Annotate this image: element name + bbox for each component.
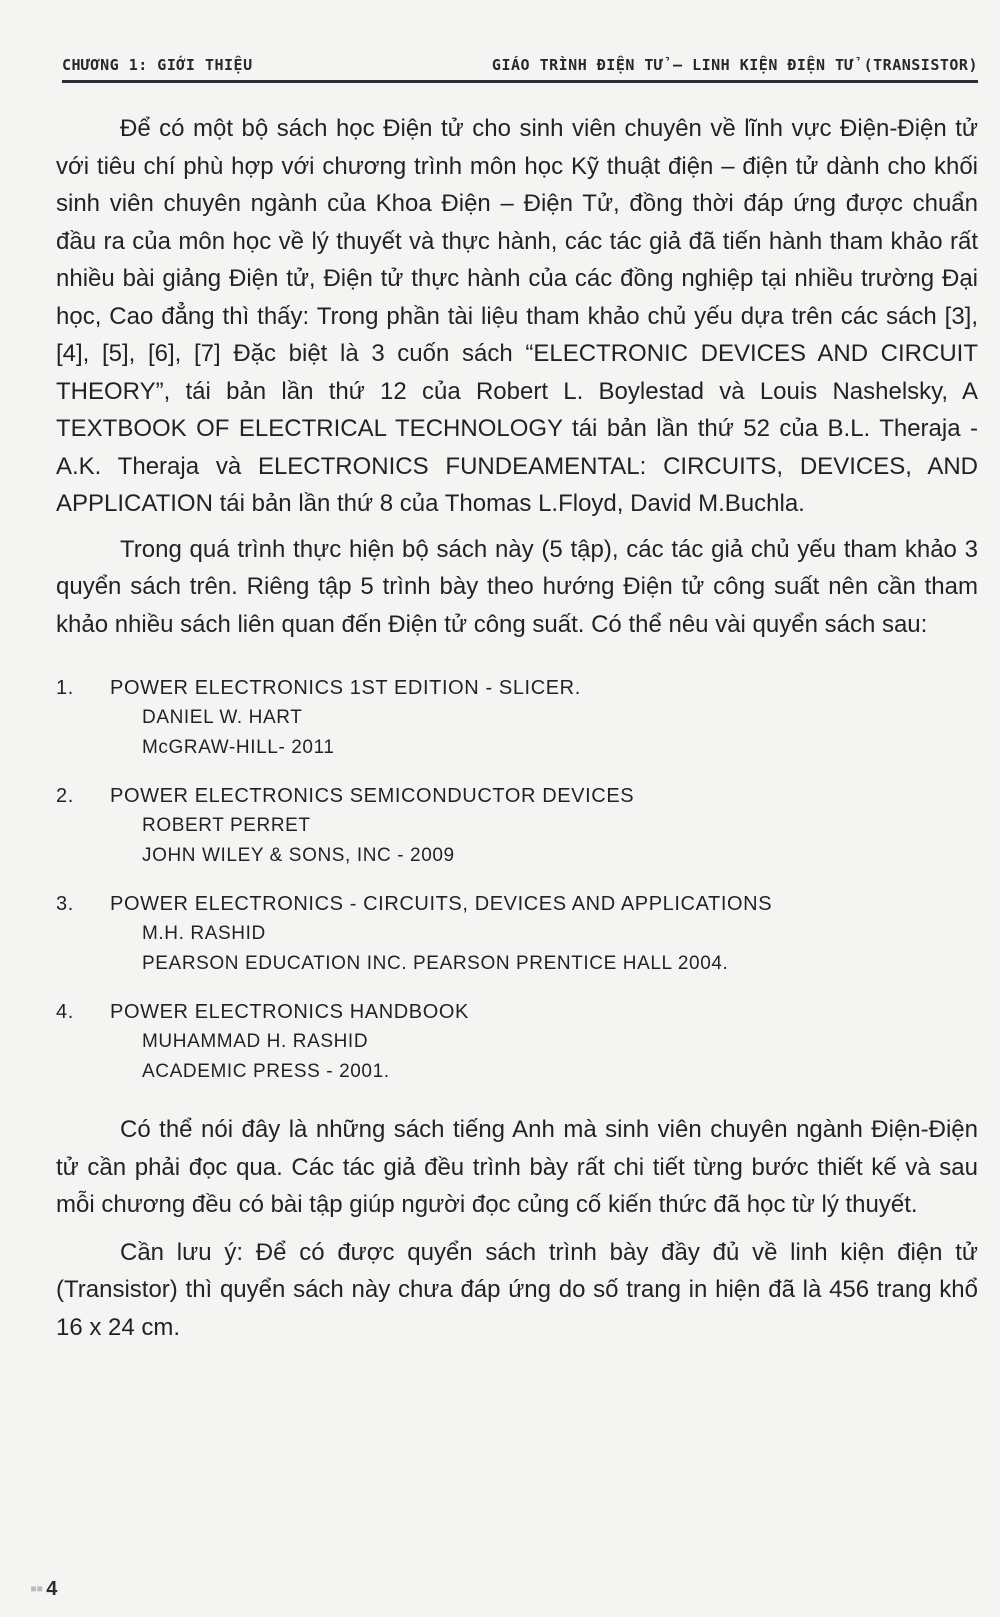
- reference-title: POWER ELECTRONICS HANDBOOK: [110, 1001, 469, 1023]
- reference-item: [56, 673, 978, 763]
- reference-author: DANIEL W. HART: [142, 707, 303, 728]
- page-body: [56, 110, 978, 1346]
- footer-decoration-icon: ▪▪: [30, 1578, 43, 1600]
- reference-author: MUHAMMAD H. RASHID: [142, 1031, 369, 1052]
- paragraph-summary: Có thể nói đây là những sách tiếng Anh mà sinh viên chuyên ngành Điện-Điện tử cần phải đọc qua. Các tác giả đều trình bày rất chi tiết từng bước thiết kế và sau mỗi chương đều có bài tập giúp người đọc củng cố kiến thức đã học từ lý thuyết.: [56, 1116, 978, 1218]
- book-title: GIÁO TRÌNH ĐIỆN TỬ – LINH KIỆN ĐIỆN TỬ (TRANSISTOR): [491, 56, 978, 74]
- page-footer: [30, 1578, 57, 1601]
- reference-list: [56, 673, 978, 1087]
- reference-number: 2.: [56, 785, 74, 807]
- paragraph-process: Trong quá trình thực hiện bộ sách này (5 tập), các tác giả chủ yếu tham khảo 3 quyển sách trên. Riêng tập 5 trình bày theo hướng Điện tử công suất nên cần tham khảo nhiều sách liên quan đến Điện tử công suất. Có thể nêu vài quyển sách sau:: [56, 535, 978, 638]
- paragraph-note: Cần lưu ý: Để có được quyển sách trình bày đầy đủ về linh kiện điện tử (Transistor) thì quyển sách này chưa đáp ứng do số trang in hiện đã là 456 trang khổ 16 x 24 cm.: [56, 1238, 978, 1341]
- reference-publisher: JOHN WILEY & SONS, INC - 2009: [142, 845, 455, 866]
- reference-item: [56, 781, 978, 871]
- reference-title: POWER ELECTRONICS 1ST EDITION - SLICER.: [110, 677, 581, 699]
- reference-number: 1.: [56, 677, 74, 699]
- reference-item: [56, 889, 978, 979]
- reference-author: ROBERT PERRET: [142, 815, 311, 836]
- reference-publisher: ACADEMIC PRESS - 2001.: [142, 1061, 390, 1082]
- reference-number: 4.: [56, 1001, 74, 1023]
- reference-author: M.H. RASHID: [142, 923, 266, 944]
- reference-number: 3.: [56, 893, 74, 915]
- paragraph-intro: Để có một bộ sách học Điện tử cho sinh viên chuyên về lĩnh vực Điện-Điện tử với tiêu chí phù hợp với chương trình môn học Kỹ thuật điện – điện tử dành cho khối sinh viên chuyên ngành của Khoa Điện – Điện Tử, đồng thời đáp ứng được chuẩn đầu ra của môn học về lý thuyết và thực hành, các tác giả đã tiến hành tham khảo rất nhiều bài giảng Điện tử, Điện tử thực hành của các đồng nghiệp tại nhiều trường Đại học, Cao đẳng thì thấy: Trong phần tài liệu tham khảo chủ yếu dựa trên các sách [3], [4], [5], [6], [7] Đặc biệt là 3 cuốn sách “ELECTRONIC DEVICES AND CIRCUIT THEORY”, tái bản lần thứ 12 của Robert L. Boylestad và Louis Nashelsky, A TEXTBOOK OF ELECTRICAL TECHNOLOGY tái bản lần thứ 52 của B.L. Theraja - A.K. Theraja và ELECTRONICS FUNDEAMENTAL: CIRCUITS, DEVICES, AND APPLICATION tái bản lần thứ 8 của Thomas L.Floyd, David M.Buchla.: [56, 115, 978, 517]
- chapter-title: CHƯƠNG 1: GIỚI THIỆU: [62, 56, 253, 74]
- page-header: [62, 46, 978, 83]
- reference-publisher: McGRAW-HILL- 2011: [142, 737, 335, 758]
- reference-title: POWER ELECTRONICS SEMICONDUCTOR DEVICES: [110, 785, 635, 807]
- reference-item: [56, 997, 978, 1087]
- page-number: 4: [46, 1578, 58, 1600]
- reference-publisher: PEARSON EDUCATION INC. PEARSON PRENTICE HALL 2004.: [142, 953, 729, 974]
- reference-title: POWER ELECTRONICS - CIRCUITS, DEVICES AND APPLICATIONS: [110, 893, 773, 915]
